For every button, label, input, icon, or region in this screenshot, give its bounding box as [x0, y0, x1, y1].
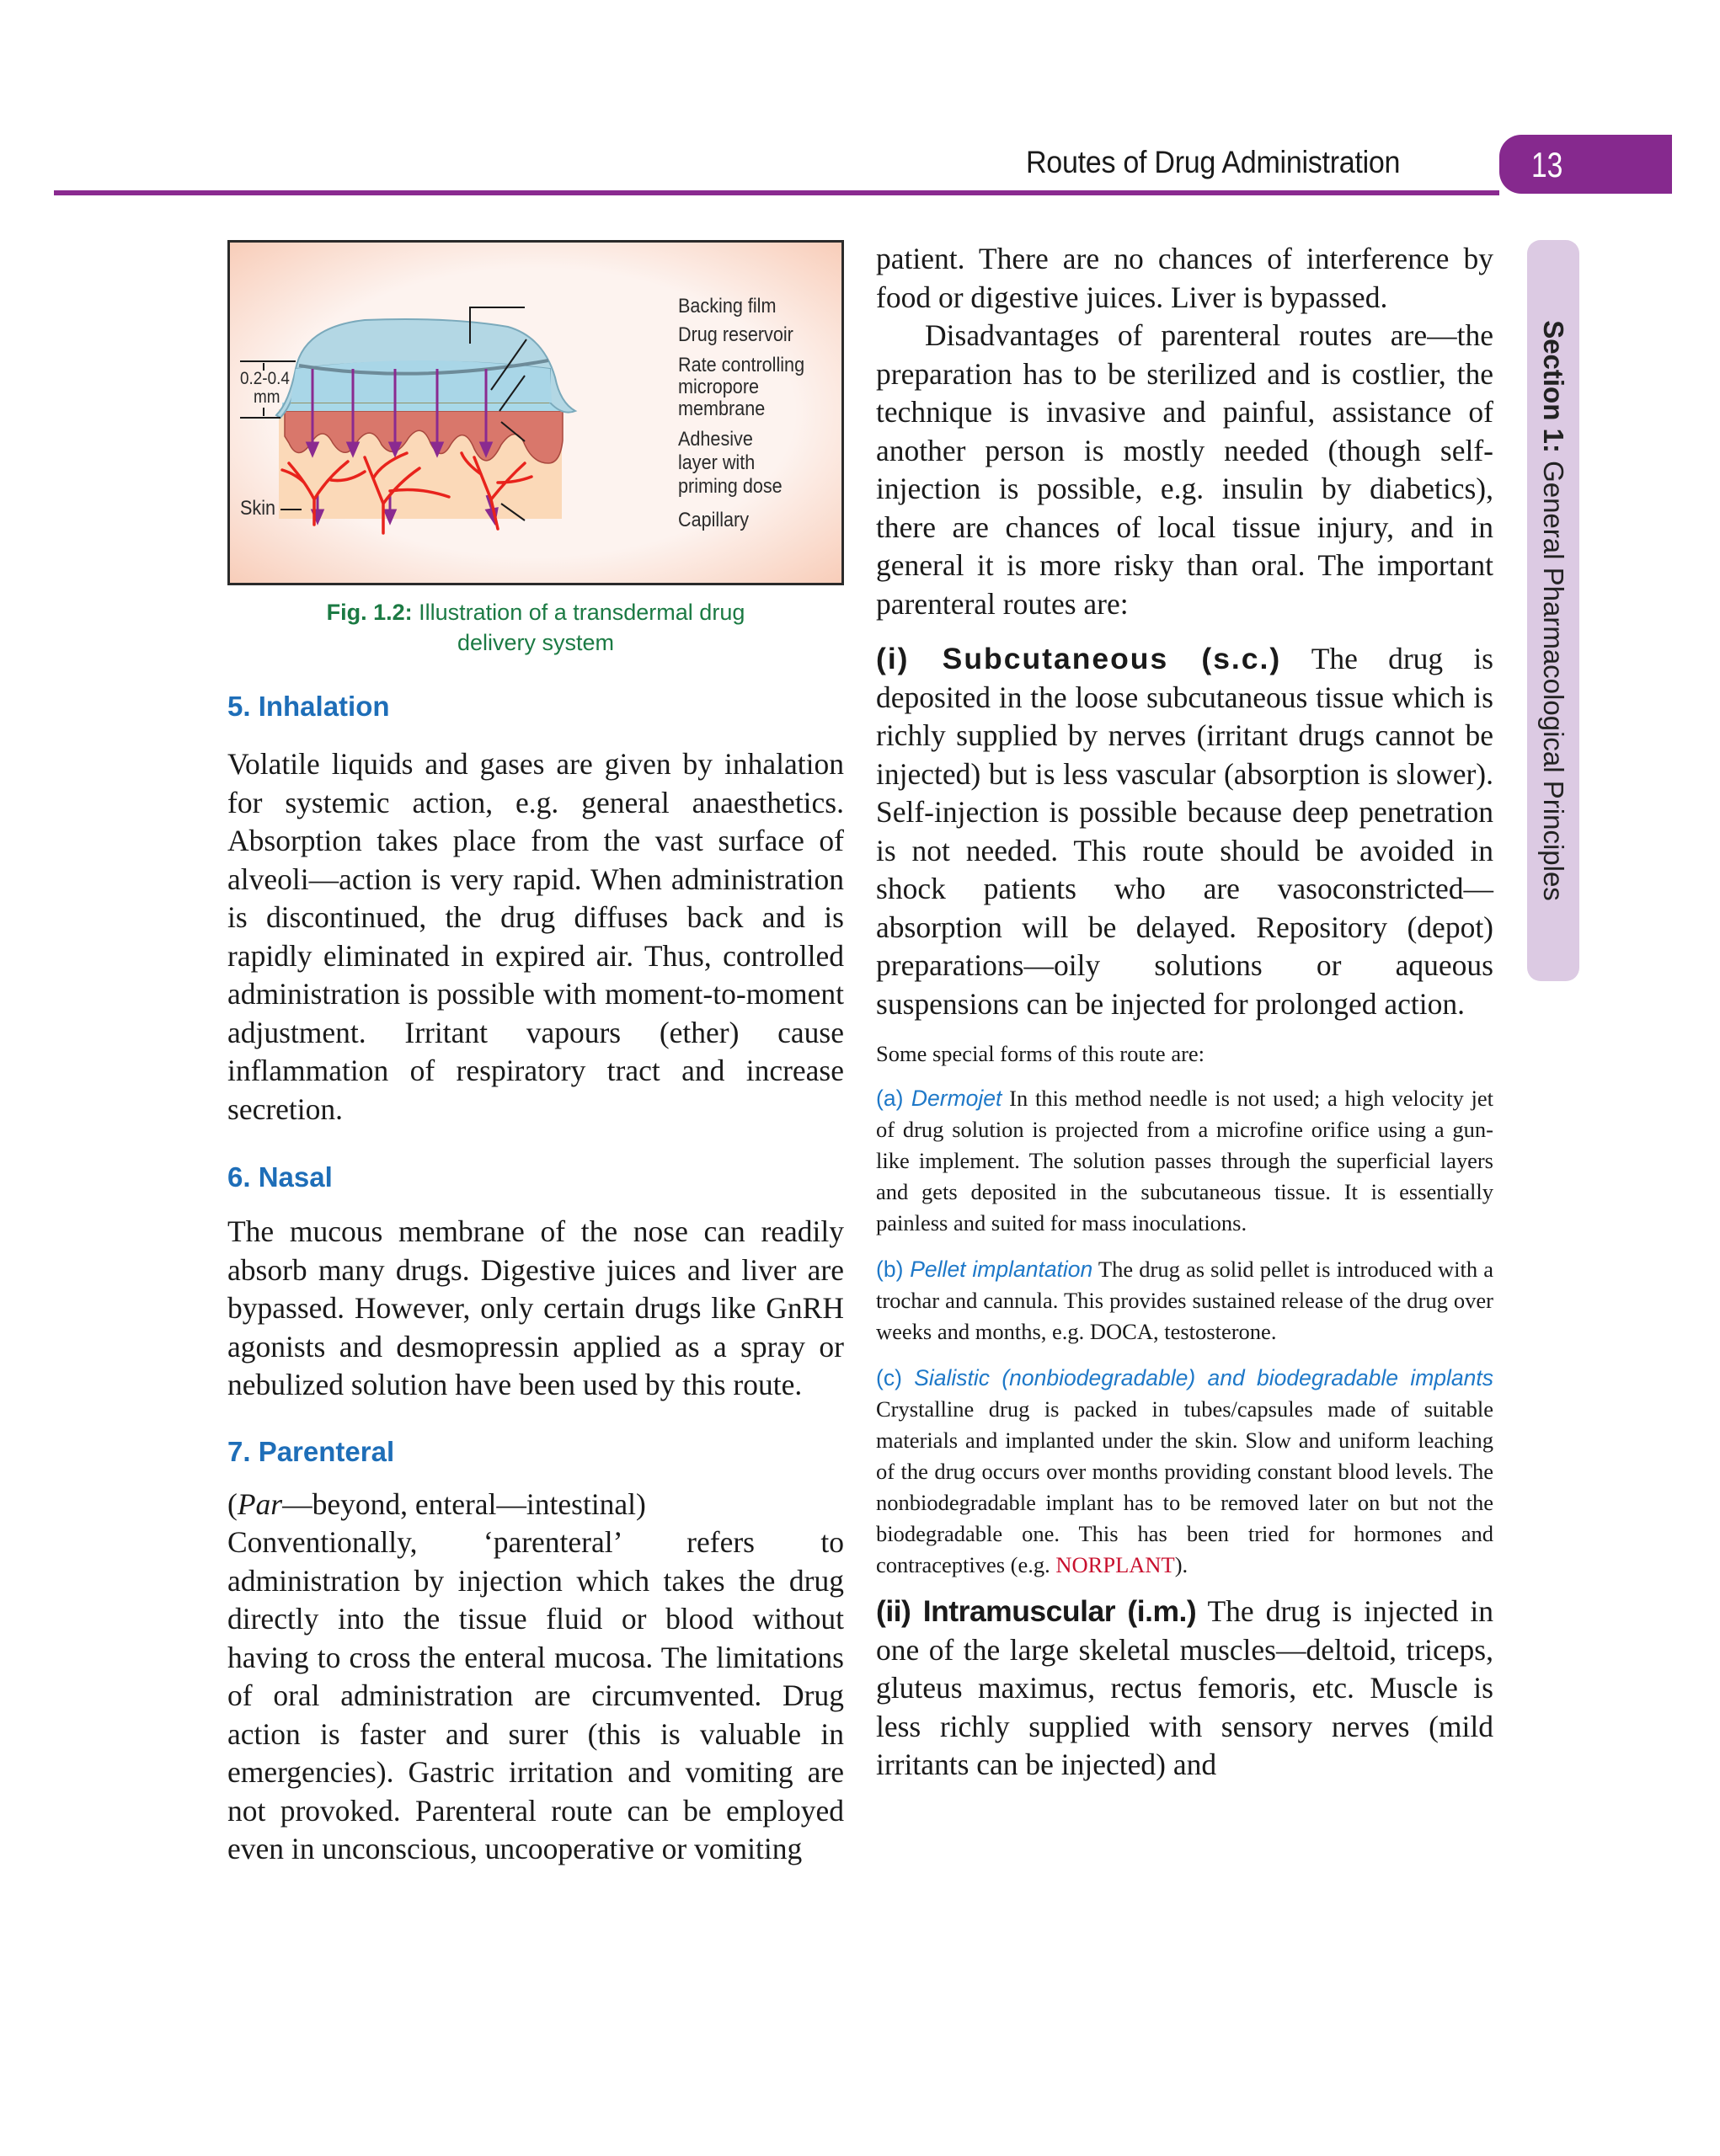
- label-thickness-unit: mm: [254, 387, 280, 407]
- label-adhesive-3: priming dose: [678, 475, 783, 498]
- parenteral-paragraph: Conventionally, ‘parenteral’ refers to administration by injection which takes the drug directly into the tissue fluid or blood without having to cross the enteral mucosa. The limitations of oral administration are circumvented. Drug action is faster and surer (this is valuable in emergencies). Gastric irritation and vomiting are not provoked. Parenteral route can be employed even in unconscious, uncooperative or vomiting: [227, 1525, 844, 1865]
- nasal-paragraph: The mucous membrane of the nose can readily absorb many drugs. Digestive juices and liver are bypassed. However, only certain drugs like GnRH agonists and desmopressin applied as a spray or nebulized solution have been used by this route.: [227, 1214, 844, 1401]
- special-forms-intro: Some special forms of this route are:: [876, 1041, 1205, 1066]
- label-adhesive-1: Adhesive: [678, 428, 753, 451]
- label-drug-reservoir: Drug reservoir: [678, 323, 793, 346]
- dermojet-paragraph: [876, 1083, 1493, 1239]
- intramuscular-paragraph: [876, 1593, 1493, 1785]
- etymology-paren: (: [227, 1486, 238, 1521]
- heading-parenteral: 7. Parenteral: [227, 1435, 395, 1467]
- sialistic-tail: ).: [1174, 1552, 1189, 1577]
- parenteral-etymology: [227, 1486, 844, 1524]
- right-column: [876, 240, 1493, 1785]
- figure-caption-line2: delivery system: [457, 630, 615, 655]
- running-title: Routes of Drug Administration: [1026, 145, 1401, 179]
- pellet-marker: (b): [876, 1257, 911, 1282]
- section-label: Section 1:: [1538, 320, 1569, 453]
- dermojet-title: Dermojet: [911, 1086, 1002, 1111]
- intramuscular-text: The drug is injected in one of the large skeletal muscles—deltoid, triceps, gluteus maximus, rectus femoris, etc. Muscle is less richly supplied with sensory nerves (mild irritants can be injected) and: [876, 1594, 1493, 1781]
- dermojet-marker: (a): [876, 1086, 911, 1111]
- disadvantages-paragraph: Disadvantages of parenteral routes are—the preparation has to be sterilized and is costlier, the technique is invasive and painful, assistance of another person is mostly needed (though self-injection is possible, e.g. insulin by diabetics), there are chances of local tissue injury, and in general it is more risky than oral. The important parenteral routes are:: [876, 318, 1493, 621]
- figure-number: Fig. 1.2:: [326, 600, 413, 625]
- figure-caption: [227, 597, 844, 658]
- label-rate-membrane-1: Rate controlling: [678, 354, 805, 376]
- inhalation-paragraph: Volatile liquids and gases are given by inhalation for systemic action, e.g. general anaesthetics. Absorption takes place from the vast surface of alveoli—action is very rapid. When administration is discontinued, the drug diffuses back and is rapidly eliminated in expired air. Thus, controlled administration is possible with moment-to-moment adjustment. Irritant vapours (ether) cause inflammation of respiratory tract and increase secretion.: [227, 747, 844, 1126]
- subcutaneous-paragraph: [876, 640, 1493, 1023]
- transdermal-figure: [227, 240, 844, 585]
- page-number-tab: [1499, 135, 1672, 194]
- sialistic-marker: (c): [876, 1365, 915, 1390]
- etymology-par: Par: [237, 1486, 283, 1521]
- label-skin: Skin: [240, 497, 276, 520]
- section-tab-text: [1537, 248, 1569, 973]
- etymology-rest: —beyond, enteral—intestinal): [282, 1486, 646, 1521]
- heading-inhalation: 5. Inhalation: [227, 691, 390, 722]
- figure-caption-line1: Illustration of a transdermal drug: [419, 600, 745, 625]
- pellet-title: Pellet implantation: [910, 1257, 1093, 1282]
- sialistic-paragraph: [876, 1363, 1493, 1581]
- subcutaneous-text: The drug is deposited in the loose subcutaneous tissue which is richly supplied by nerves (irritant drugs cannot be injected) but is less vascular (absorption is slower). Self-injection is possible because deep penetration is not needed. This route should be avoided in shock patients who are vasoconstricted—absorption will be delayed. Repository (depot) preparations—oily solutions or aqueous suspensions can be injected for prolonged action.: [876, 642, 1493, 1021]
- page-number: 13: [1531, 145, 1563, 184]
- dermojet-text: In this method needle is not used; a high velocity jet of drug solution is projected from a microfine orifice using a gun-like implement. The solution passes through the superficial layers and gets deposited in the subcutaneous tissue. It is essentially painless and suited for mass inoculations.: [876, 1086, 1493, 1235]
- left-column: [227, 240, 844, 1869]
- pellet-text: The drug as solid pellet is introduced with a trochar and cannula. This provides sustained release of the drug over weeks and months, e.g. DOCA, testosterone.: [876, 1257, 1494, 1344]
- label-backing-film: Backing film: [678, 295, 777, 318]
- label-capillary: Capillary: [678, 509, 750, 531]
- norplant-highlight: NORPLANT: [1055, 1552, 1175, 1577]
- label-rate-membrane-2: micropore: [678, 376, 760, 398]
- pellet-paragraph: [876, 1254, 1493, 1348]
- sialistic-title: Sialistic (nonbiodegradable) and biodegradable implants: [914, 1365, 1493, 1390]
- label-rate-membrane-3: membrane: [678, 398, 766, 420]
- section-title: General Pharmacological Principles: [1538, 461, 1569, 901]
- header-rule: [54, 190, 1499, 195]
- label-thickness-value: 0.2-0.4: [240, 369, 290, 388]
- subcutaneous-heading: (i) Subcutaneous (s.c.): [876, 642, 1282, 675]
- label-adhesive-2: layer with: [678, 451, 756, 474]
- section-side-tab: [1527, 240, 1579, 981]
- sialistic-text: Crystalline drug is packed in tubes/capsules made of suitable materials and implanted under the skin. Slow and uniform leaching of the drug occurs over months providing constant blood levels. The nonbiodegradable implant has to be removed later on but not the biodegradable one. This has been tried for hormones and contraceptives (e.g.: [876, 1396, 1493, 1577]
- continuation-paragraph: patient. There are no chances of interference by food or digestive juices. Liver is bypassed.: [876, 242, 1493, 314]
- heading-nasal: 6. Nasal: [227, 1161, 333, 1193]
- intramuscular-heading: (ii) Intramuscular (i.m.): [876, 1594, 1197, 1628]
